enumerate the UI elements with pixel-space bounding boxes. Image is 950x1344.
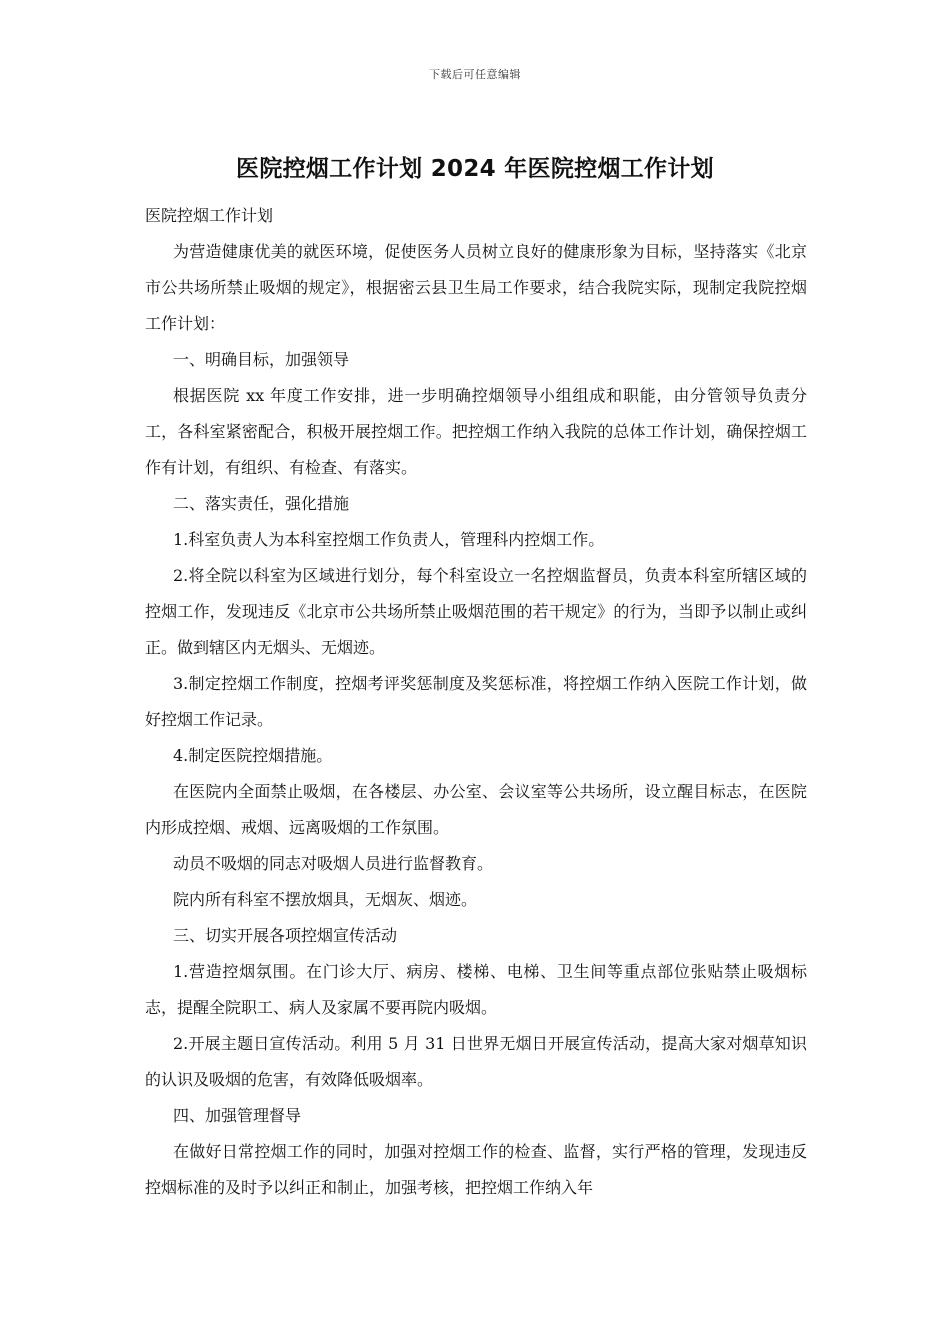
paragraph-intro: 为营造健康优美的就医环境，促使医务人员树立良好的健康形象为目标，坚持落实《北京市公共场所禁止吸烟的规定》，根据密云县卫生局工作要求，结合我院实际，现制定我院控烟工作计划：	[145, 242, 807, 333]
document-title: 医院控烟工作计划 2024 年医院控烟工作计划	[236, 156, 714, 182]
list-item: 4.制定医院控烟措施。	[173, 746, 333, 765]
section-heading-4: 四、加强管理督导	[173, 1106, 302, 1125]
paragraph: 动员不吸烟的同志对吸烟人员进行监督教育。	[173, 854, 494, 873]
paragraph: 院内所有科室不摆放烟具，无烟灰、烟迹。	[173, 890, 478, 909]
paragraph-subtitle: 医院控烟工作计划	[145, 206, 274, 225]
header-note: 下载后可任意编辑	[429, 68, 521, 81]
paragraph: 在做好日常控烟工作的同时，加强对控烟工作的检查、监督，实行严格的管理，发现违反控烟标准的及时予以纠正和制止，加强考核，把控烟工作纳入年	[145, 1142, 807, 1197]
section-heading-1: 一、明确目标，加强领导	[173, 350, 350, 369]
list-item: 2.开展主题日宣传活动。利用 5 月 31 日世界无烟日开展宣传活动，提高大家对烟草知识的认识及吸烟的危害，有效降低吸烟率。	[145, 1034, 807, 1089]
section-heading-3: 三、切实开展各项控烟宣传活动	[173, 926, 398, 945]
paragraph: 在医院内全面禁止吸烟，在各楼层、办公室、会议室等公共场所，设立醒目标志，在医院内形成控烟、戒烟、远离吸烟的工作氛围。	[145, 782, 807, 837]
list-item: 3.制定控烟工作制度，控烟考评奖惩制度及奖惩标准，将控烟工作纳入医院工作计划，做好控烟工作记录。	[145, 674, 807, 729]
list-item: 1.营造控烟氛围。在门诊大厅、病房、楼梯、电梯、卫生间等重点部位张贴禁止吸烟标志，提醒全院职工、病人及家属不要再院内吸烟。	[145, 962, 807, 1017]
paragraph: 根据医院 xx 年度工作安排，进一步明确控烟领导小组组成和职能，由分管领导负责分工，各科室紧密配合，积极开展控烟工作。把控烟工作纳入我院的总体工作计划，确保控烟工作有计划，有组织、有检查、有落实。	[145, 386, 807, 477]
section-heading-2: 二、落实责任，强化措施	[173, 494, 350, 513]
list-item: 1.科室负责人为本科室控烟工作负责人，管理科内控烟工作。	[173, 530, 605, 549]
document-body	[145, 198, 807, 1206]
list-item: 2.将全院以科室为区域进行划分，每个科室设立一名控烟监督员，负责本科室所辖区域的控烟工作，发现违反《北京市公共场所禁止吸烟范围的若干规定》的行为，当即予以制止或纠正。做到辖区内无烟头、无烟迹。	[145, 566, 807, 657]
